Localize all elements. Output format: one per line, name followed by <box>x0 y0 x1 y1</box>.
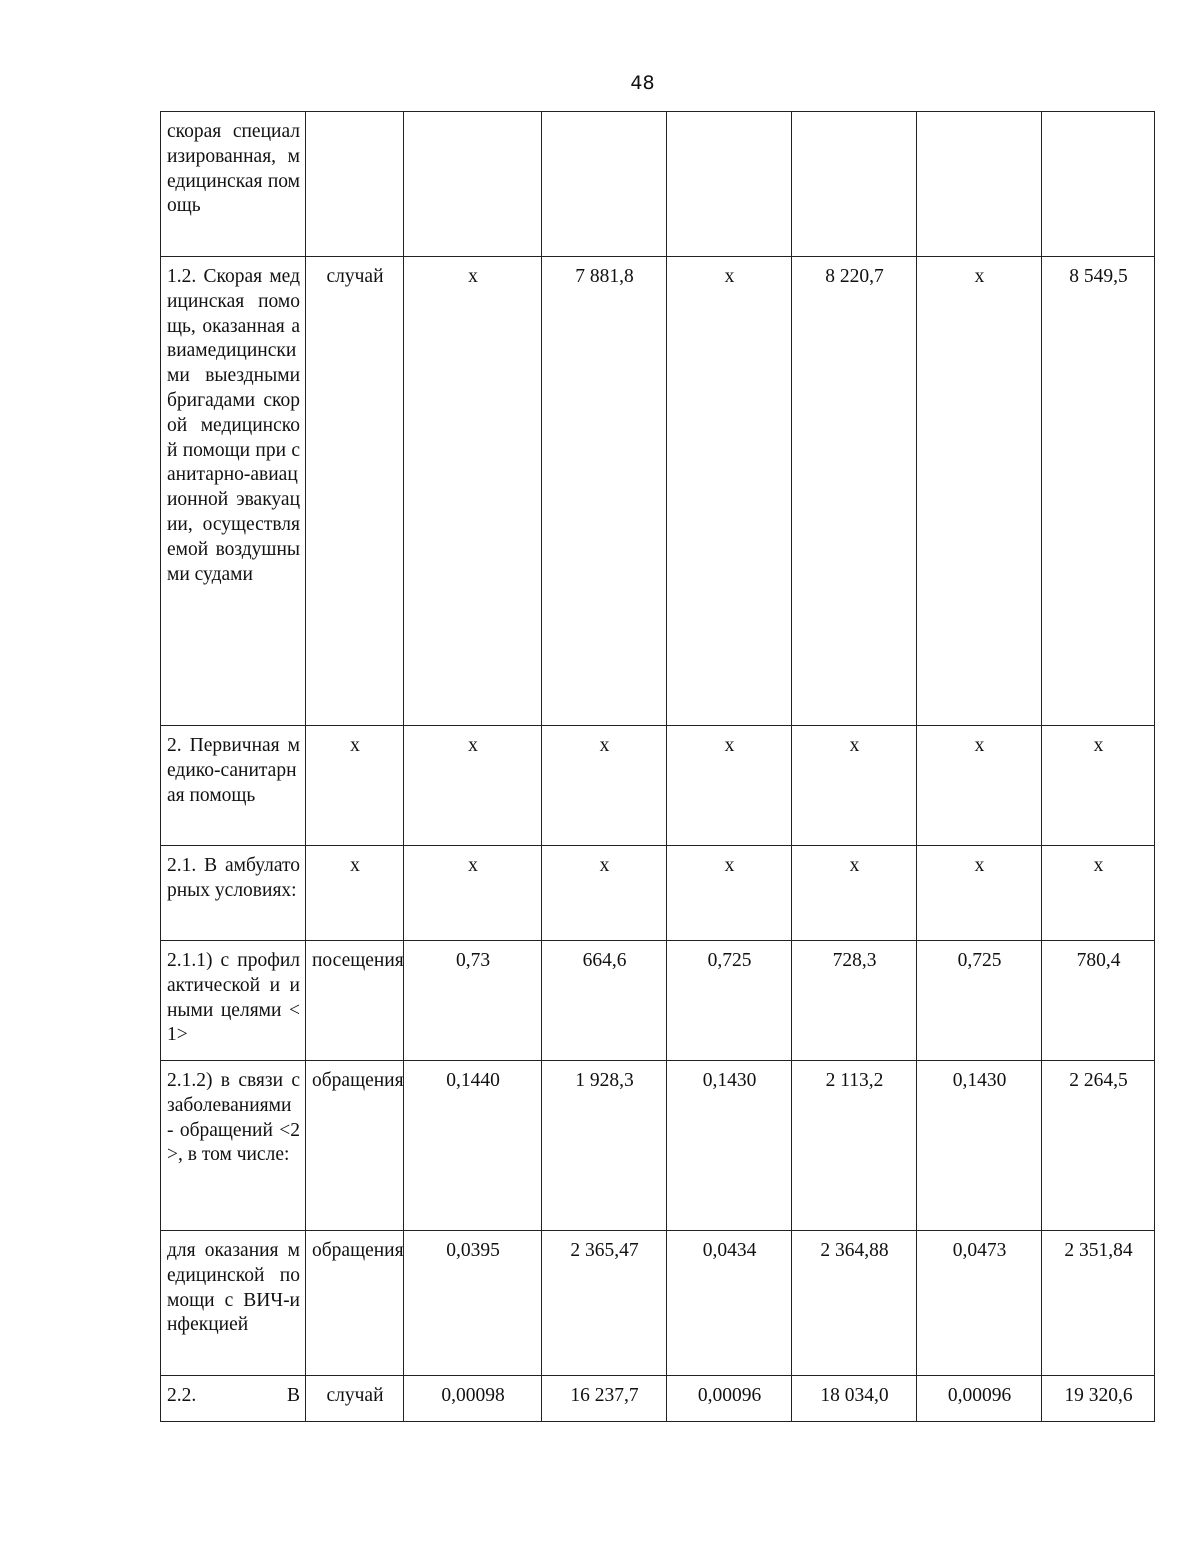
value-cell: 0,0473 <box>917 1231 1042 1376</box>
row-name-cell: 1.2. Скорая медицинская помощь, оказанная авиамедицинскими выездными бригадами скорой медицинской помощи при санитарно-авиационной эвакуации, осуществляемой воздушными судами <box>161 257 306 726</box>
value-cell: х <box>917 726 1042 846</box>
row-name-cell: 2.1. В амбулаторных условиях: <box>161 846 306 941</box>
value-cell: 8 549,5 <box>1042 257 1155 726</box>
table-row <box>161 846 1155 941</box>
value-cell: 0,1430 <box>667 1061 792 1231</box>
value-cell: 1 928,3 <box>542 1061 667 1231</box>
value-cell: 780,4 <box>1042 941 1155 1061</box>
value-cell: х <box>1042 726 1155 846</box>
page-number: 48 <box>630 72 655 94</box>
value-cell: 16 237,7 <box>542 1376 667 1422</box>
value-cell: 664,6 <box>542 941 667 1061</box>
value-cell: х <box>667 846 792 941</box>
value-cell: 2 364,88 <box>792 1231 917 1376</box>
value-cell: х <box>667 257 792 726</box>
row-name-cell: для оказания медицинской помощи с ВИЧ-инфекцией <box>161 1231 306 1376</box>
value-cell <box>1042 112 1155 257</box>
value-cell: х <box>792 846 917 941</box>
value-cell <box>542 112 667 257</box>
value-cell: х <box>404 846 542 941</box>
row-name-cell: 2. Первичная медико-санитарная помощь <box>161 726 306 846</box>
value-cell: 0,00096 <box>917 1376 1042 1422</box>
value-cell: 19 320,6 <box>1042 1376 1155 1422</box>
value-cell: х <box>1042 846 1155 941</box>
value-cell <box>667 112 792 257</box>
unit-cell: посещения <box>306 941 404 1061</box>
value-cell: 0,73 <box>404 941 542 1061</box>
value-cell: х <box>542 846 667 941</box>
value-cell: х <box>917 257 1042 726</box>
table-row <box>161 1376 1155 1422</box>
value-cell: 0,1440 <box>404 1061 542 1231</box>
value-cell: 0,725 <box>667 941 792 1061</box>
value-cell: 18 034,0 <box>792 1376 917 1422</box>
value-cell: х <box>917 846 1042 941</box>
value-cell: 7 881,8 <box>542 257 667 726</box>
value-cell: 0,00098 <box>404 1376 542 1422</box>
value-cell <box>792 112 917 257</box>
value-cell: 0,0434 <box>667 1231 792 1376</box>
table-row <box>161 1231 1155 1376</box>
value-cell: х <box>404 726 542 846</box>
value-cell: х <box>667 726 792 846</box>
unit-cell: обращения <box>306 1231 404 1376</box>
value-cell: х <box>404 257 542 726</box>
value-cell: 2 351,84 <box>1042 1231 1155 1376</box>
unit-cell: случай <box>306 1376 404 1422</box>
data-table <box>160 111 1155 1422</box>
value-cell: 2 264,5 <box>1042 1061 1155 1231</box>
table-row <box>161 941 1155 1061</box>
unit-cell: случай <box>306 257 404 726</box>
value-cell: 0,00096 <box>667 1376 792 1422</box>
value-cell: 0,0395 <box>404 1231 542 1376</box>
value-cell: х <box>792 726 917 846</box>
row-name-cell: 2.1.1) с профилактической и иными целями <1> <box>161 941 306 1061</box>
value-cell <box>917 112 1042 257</box>
unit-cell: х <box>306 846 404 941</box>
value-cell: 728,3 <box>792 941 917 1061</box>
value-cell: 0,1430 <box>917 1061 1042 1231</box>
row-name-cell: скорая специализированная, медицинская помощь <box>161 112 306 257</box>
value-cell: 2 113,2 <box>792 1061 917 1231</box>
value-cell: 2 365,47 <box>542 1231 667 1376</box>
unit-cell <box>306 112 404 257</box>
table-row <box>161 112 1155 257</box>
value-cell: х <box>542 726 667 846</box>
value-cell: 8 220,7 <box>792 257 917 726</box>
table-row <box>161 257 1155 726</box>
table-row <box>161 1061 1155 1231</box>
unit-cell: х <box>306 726 404 846</box>
table-row <box>161 726 1155 846</box>
value-cell <box>404 112 542 257</box>
row-name-cell: 2.1.2) в связи с заболеваниями - обращений <2>, в том числе: <box>161 1061 306 1231</box>
value-cell: 0,725 <box>917 941 1042 1061</box>
row-name-cell: 2.2. В <box>161 1376 306 1422</box>
unit-cell: обращения <box>306 1061 404 1231</box>
